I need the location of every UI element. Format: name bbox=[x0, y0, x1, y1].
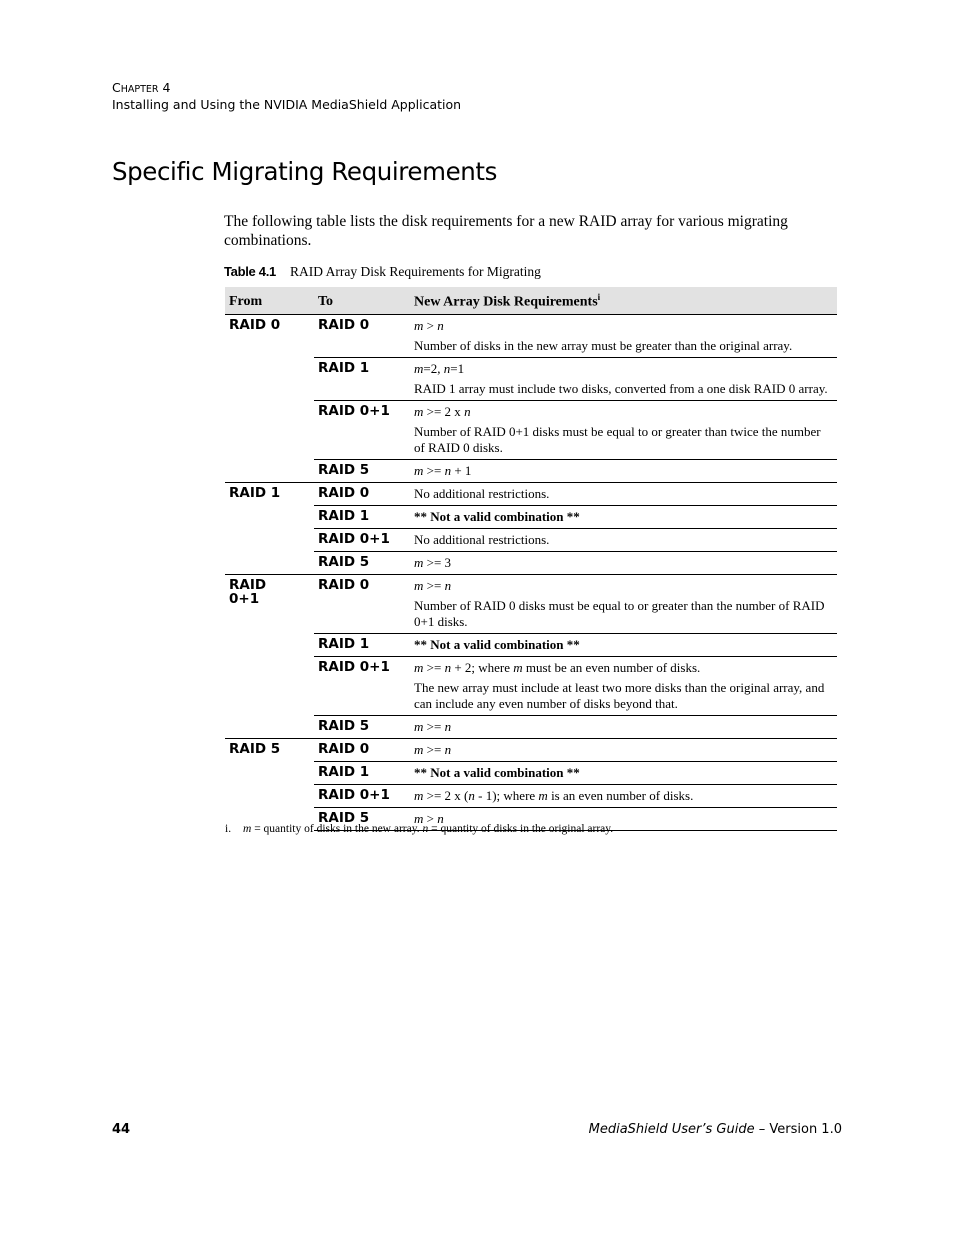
cell-requirement bbox=[410, 529, 837, 552]
cell-to: RAID 0+1 bbox=[314, 657, 410, 716]
requirement-rule: m >= n + 1 bbox=[414, 463, 472, 478]
cell-to: RAID 0 bbox=[314, 315, 410, 358]
requirement-rule: m > n bbox=[414, 318, 444, 333]
requirement-rule: m=2, n=1 bbox=[414, 361, 465, 376]
cell-requirement bbox=[410, 575, 837, 634]
cell-to: RAID 0+1 bbox=[314, 529, 410, 552]
table-row bbox=[225, 460, 837, 483]
table-row bbox=[225, 506, 837, 529]
table-row bbox=[225, 739, 837, 762]
cell-to: RAID 5 bbox=[314, 808, 410, 831]
page-number: 44 bbox=[112, 1122, 131, 1137]
table-caption bbox=[224, 264, 541, 280]
cell-from: RAID 0+1 bbox=[225, 575, 314, 739]
cell-to: RAID 0+1 bbox=[314, 401, 410, 460]
table-row bbox=[225, 716, 837, 739]
table-number: Table 4.1 bbox=[224, 264, 276, 279]
cell-to: RAID 1 bbox=[314, 506, 410, 529]
requirement-rule: m >= 3 bbox=[414, 555, 452, 570]
cell-to: RAID 0 bbox=[314, 483, 410, 506]
requirement-note: Number of RAID 0+1 disks must be equal to or greater than twice the number of RAID 0 disks. bbox=[414, 424, 821, 455]
cell-requirement bbox=[410, 315, 837, 358]
requirement-rule: m >= n + 2; where m must be an even number of disks. bbox=[414, 660, 701, 675]
table-row bbox=[225, 315, 837, 358]
header-from: From bbox=[225, 287, 314, 315]
cell-requirement bbox=[410, 716, 837, 739]
cell-from: RAID 5 bbox=[225, 739, 314, 831]
requirement-rule: m >= n bbox=[414, 742, 452, 757]
table-row bbox=[225, 762, 837, 785]
table-body bbox=[225, 315, 837, 831]
cell-requirement bbox=[410, 552, 837, 575]
page-title: Specific Migrating Requirements bbox=[112, 157, 497, 186]
requirement-rule: ** Not a valid combination ** bbox=[414, 637, 580, 652]
chapter-word: CHAPTER bbox=[112, 80, 159, 95]
requirement-rule: No additional restrictions. bbox=[414, 532, 550, 547]
table-row bbox=[225, 358, 837, 401]
requirement-rule: ** Not a valid combination ** bbox=[414, 765, 580, 780]
chapter-header bbox=[112, 80, 461, 112]
table-row bbox=[225, 529, 837, 552]
cell-to: RAID 1 bbox=[314, 634, 410, 657]
cell-to: RAID 1 bbox=[314, 762, 410, 785]
table-row bbox=[225, 785, 837, 808]
cell-requirement bbox=[410, 739, 837, 762]
requirement-note: Number of RAID 0 disks must be equal to or greater than the number of RAID 0+1 disks. bbox=[414, 598, 825, 629]
cell-to: RAID 0 bbox=[314, 739, 410, 762]
header-to: To bbox=[314, 287, 410, 315]
requirement-rule: m >= n bbox=[414, 578, 452, 593]
cell-to: RAID 5 bbox=[314, 552, 410, 575]
cell-requirement bbox=[410, 358, 837, 401]
table-row bbox=[225, 575, 837, 634]
table-caption-text: RAID Array Disk Requirements for Migrating bbox=[289, 264, 541, 279]
table-row bbox=[225, 552, 837, 575]
footer-guide-title: MediaShield User’s Guide – Version 1.0 bbox=[588, 1122, 842, 1137]
requirement-note: The new array must include at least two more disks than the original array, and can include any even number of disks beyond that. bbox=[414, 680, 825, 711]
footnote-marker: i bbox=[597, 292, 601, 303]
cell-to: RAID 0+1 bbox=[314, 785, 410, 808]
cell-to: RAID 1 bbox=[314, 358, 410, 401]
requirement-note: RAID 1 array must include two disks, converted from a one disk RAID 0 array. bbox=[414, 381, 828, 396]
requirement-rule: No additional restrictions. bbox=[414, 486, 550, 501]
cell-requirement bbox=[410, 460, 837, 483]
table-row bbox=[225, 483, 837, 506]
requirement-rule: m >= 2 x n bbox=[414, 404, 471, 419]
requirement-rule: m >= n bbox=[414, 719, 452, 734]
header-requirements: New Array Disk Requirements$^i$ bbox=[410, 287, 837, 315]
requirement-rule: m > n bbox=[414, 811, 444, 826]
cell-requirement bbox=[410, 483, 837, 506]
cell-requirement bbox=[410, 785, 837, 808]
chapter-subtitle: Installing and Using the NVIDIA MediaShield Application bbox=[112, 97, 462, 112]
table-row bbox=[225, 634, 837, 657]
footnote-text: m = quantity of disks in the new array. n = quantity of disks in the original array. bbox=[243, 823, 614, 835]
footnote-mark: i. bbox=[225, 823, 232, 835]
cell-requirement bbox=[410, 657, 837, 716]
table-row bbox=[225, 657, 837, 716]
table-header-row bbox=[225, 287, 837, 315]
cell-from: RAID 1 bbox=[225, 483, 314, 575]
chapter-number: 4 bbox=[162, 80, 171, 95]
intro-paragraph: The following table lists the disk requirements for a new RAID array for various migrating combinations. bbox=[224, 213, 788, 249]
cell-to: RAID 5 bbox=[314, 460, 410, 483]
cell-to: RAID 0 bbox=[314, 575, 410, 634]
cell-requirement bbox=[410, 401, 837, 460]
requirement-note: Number of disks in the new array must be greater than the original array. bbox=[414, 338, 793, 353]
cell-requirement bbox=[410, 634, 837, 657]
cell-to: RAID 5 bbox=[314, 716, 410, 739]
cell-from: RAID 0 bbox=[225, 315, 314, 483]
table-footnote bbox=[225, 823, 613, 835]
requirement-rule: m >= 2 x (n - 1); where m is an even number of disks. bbox=[414, 788, 694, 803]
chapter-label bbox=[112, 80, 461, 97]
table-row bbox=[225, 401, 837, 460]
cell-requirement bbox=[410, 506, 837, 529]
cell-requirement bbox=[410, 762, 837, 785]
requirement-rule: ** Not a valid combination ** bbox=[414, 509, 580, 524]
requirements-table bbox=[225, 287, 837, 831]
